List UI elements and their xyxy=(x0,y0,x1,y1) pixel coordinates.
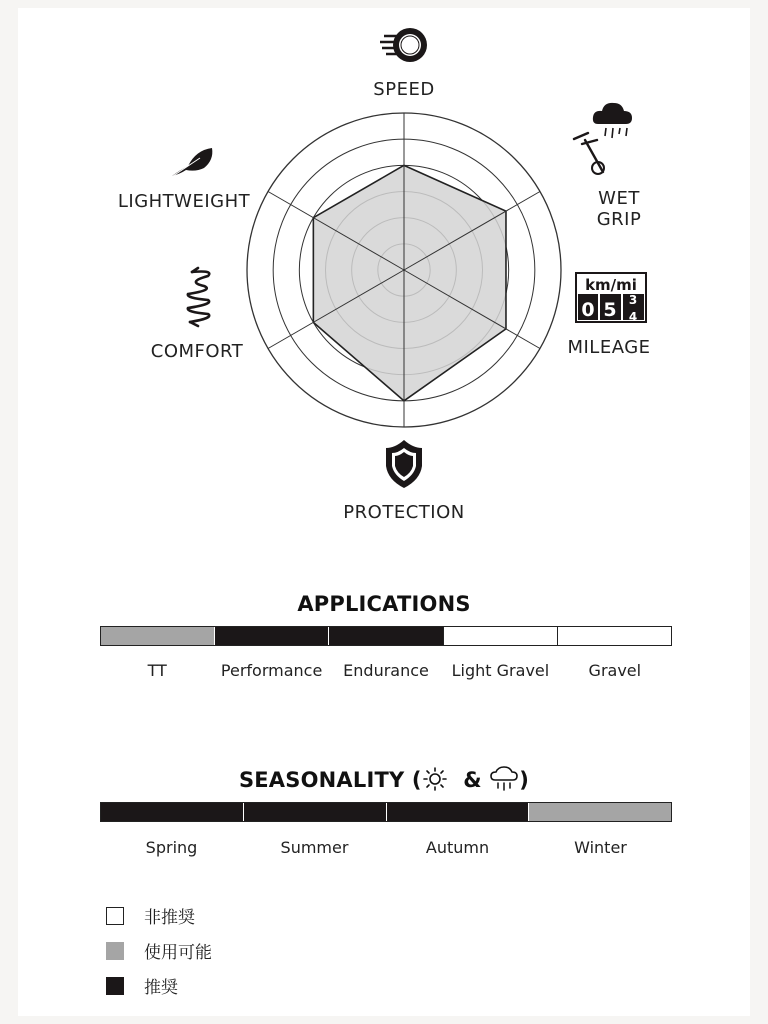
season-segment-autumn xyxy=(387,803,530,821)
speed-disc-icon xyxy=(380,28,427,62)
rain-cloud-icon xyxy=(489,766,519,792)
axis-label-speed: SPEED xyxy=(373,79,435,100)
legend-label: 非推奨 xyxy=(144,908,195,928)
applications-title: APPLICATIONS xyxy=(297,592,471,616)
feather-icon xyxy=(170,148,212,178)
application-segment-light-gravel xyxy=(444,627,558,645)
radar-data-polygon xyxy=(313,165,506,401)
season-label-winter: Winter xyxy=(574,838,627,857)
shield-icon xyxy=(386,440,422,488)
legend-not-recommended xyxy=(106,903,195,928)
application-segment-endurance xyxy=(329,627,443,645)
svg-text:km/mi: km/mi xyxy=(585,276,637,294)
axis-label-protection: PROTECTION xyxy=(343,502,465,523)
axis-label-lightweight: LIGHTWEIGHT xyxy=(117,191,251,212)
application-segment-performance xyxy=(215,627,329,645)
odometer-icon xyxy=(576,273,646,324)
seasonality-title-text: SEASONALITY ( xyxy=(238,768,422,792)
legend-label: 推奨 xyxy=(144,978,178,998)
applications-labels xyxy=(100,661,672,680)
axis-label-wet-line1: WET xyxy=(598,188,640,209)
application-label-gravel: Gravel xyxy=(588,661,642,680)
season-label-summer: Summer xyxy=(280,838,349,857)
seasonality-title-amp: & xyxy=(463,768,490,792)
spring-icon xyxy=(188,268,209,326)
legend-label: 使用可能 xyxy=(144,943,212,963)
svg-text:5: 5 xyxy=(603,299,617,321)
svg-text:4: 4 xyxy=(628,310,638,324)
application-label-endurance: Endurance xyxy=(343,661,429,680)
season-segment-spring xyxy=(101,803,244,821)
seasonality-labels xyxy=(100,838,672,857)
application-segment-tt xyxy=(101,627,215,645)
axis-label-comfort: COMFORT xyxy=(150,341,244,362)
application-segment-gravel xyxy=(558,627,671,645)
season-label-autumn: Autumn xyxy=(425,838,490,857)
season-segment-summer xyxy=(244,803,387,821)
application-label-light-gravel: Light Gravel xyxy=(451,661,550,680)
seasonality-title-end: ) xyxy=(519,768,530,792)
legend-swatch-white xyxy=(106,907,124,925)
legend-swatch-black xyxy=(106,977,124,995)
legend-recommended xyxy=(106,973,178,998)
svg-text:0: 0 xyxy=(581,299,595,321)
season-label-spring: Spring xyxy=(145,838,198,857)
legend-usable xyxy=(106,938,212,963)
svg-text:3: 3 xyxy=(628,293,638,307)
application-label-tt: TT xyxy=(147,661,167,680)
axis-label-mileage: MILEAGE xyxy=(567,337,651,358)
legend-swatch-grey xyxy=(106,942,124,960)
application-label-performance: Performance xyxy=(220,661,323,680)
applications-bar xyxy=(100,626,672,646)
seasonality-title xyxy=(0,766,768,792)
seasonality-bar xyxy=(100,802,672,822)
sun-icon xyxy=(422,767,448,791)
season-segment-winter xyxy=(529,803,671,821)
bike-rain-icon xyxy=(574,103,632,174)
axis-label-wet-line2: GRIP xyxy=(596,209,642,230)
